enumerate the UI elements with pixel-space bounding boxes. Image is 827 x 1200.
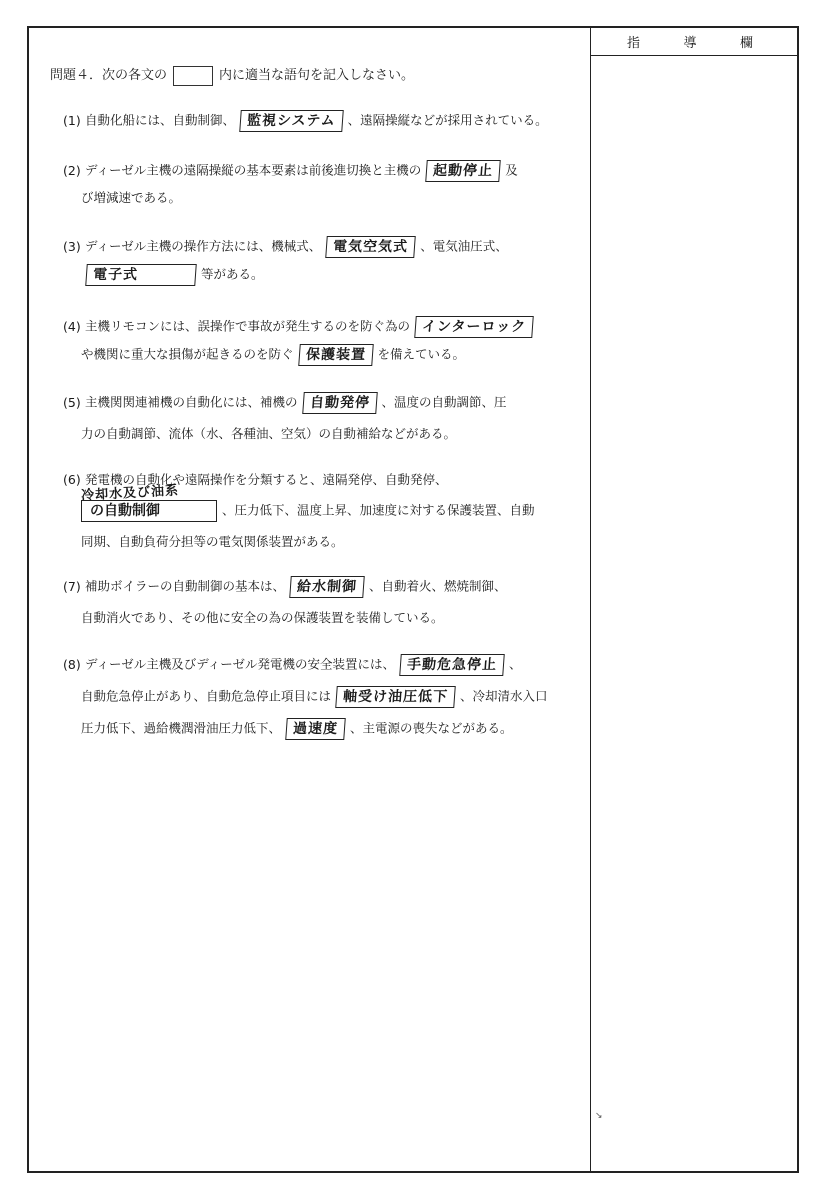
item-1-line-1 (63, 110, 548, 132)
item-5-line-2: 力の自動調節、流体（水、各種油、空気）の自動補給などがある。 (81, 426, 457, 441)
item-2-line-2: び増減速である。 (81, 190, 182, 205)
item-4-line-1 (63, 316, 538, 338)
item-3-line-2 (81, 264, 264, 286)
header-char: 欄 (739, 36, 754, 51)
item-text: 、温度の自動調節、圧 (381, 394, 507, 410)
item-6-line-2 (81, 500, 535, 522)
item-text: 、主電源の喪失などがある。 (350, 720, 513, 736)
item-7-line-2: 自動消火であり、その他に安全の為の保護装置を装備している。 (81, 610, 444, 625)
header-char: 導 (683, 36, 698, 51)
answer-sheet (27, 26, 799, 1173)
answer-box: 手動危急停止 (399, 654, 505, 676)
item-text: 、電気油圧式、 (420, 238, 508, 254)
item-text: 主機リモコンには、誤操作で事故が発生するのを防ぐ為の (85, 318, 411, 334)
item-text: 自動危急停止があり、自動危急停止項目には (81, 688, 332, 704)
answer-box: 電子式 (85, 264, 197, 286)
answer-box: の自動制御 (81, 500, 217, 522)
item-number: (6) (63, 472, 81, 487)
answer-box: 自動発停 (302, 392, 378, 414)
question-title (50, 64, 414, 86)
question-suffix: 内に適当な語句を記入しなさい。 (219, 68, 415, 83)
handwritten-answer-top: 冷却水及び油系 (80, 483, 180, 504)
item-number: (4) (63, 318, 81, 334)
question-prefix: 問題４．次の各文の (50, 68, 168, 83)
item-text: 補助ボイラーの自動制御の基本は、 (85, 578, 286, 594)
item-number: (1) (63, 112, 81, 128)
item-7-line-1 (63, 576, 507, 598)
item-2-line-1 (63, 160, 518, 182)
item-number: (5) (63, 394, 81, 410)
item-text: 、圧力低下、温度上昇、加速度に対する保護装置、自動 (222, 502, 535, 518)
item-text: 、冷却清水入口 (460, 688, 548, 704)
item-8-line-2 (81, 686, 548, 708)
answer-box: 電気空気式 (325, 236, 416, 258)
item-number: (2) (63, 162, 81, 178)
header-char: 指 (627, 36, 642, 51)
answer-box: 保護装置 (298, 344, 374, 366)
answer-box: インターロック (414, 316, 534, 338)
item-text: や機関に重大な損傷が起きるのを防ぐ (81, 346, 294, 362)
item-text: 及 (505, 162, 518, 178)
scan-speck: ↘ (595, 1111, 603, 1121)
answer-box: 過速度 (285, 718, 346, 740)
item-text: ディーゼル主機の操作方法には、機械式、 (85, 238, 322, 254)
item-6-line-3: 同期、自動負荷分担等の電気関係装置がある。 (81, 534, 344, 549)
item-8-line-3 (81, 718, 513, 740)
item-text: ディーゼル主機の遠隔操縦の基本要素は前後進切換と主機の (85, 162, 422, 178)
item-text: 圧力低下、過給機潤滑油圧力低下、 (81, 720, 282, 736)
item-text: 、 (509, 656, 522, 672)
answer-box: 監視システム (239, 110, 343, 132)
item-text: 自動化船には、自動制御、 (85, 112, 236, 128)
item-8-line-1 (63, 654, 522, 676)
item-number: (8) (63, 656, 81, 672)
answer-box: 軸受け油圧低下 (335, 686, 456, 708)
answer-box: 起動停止 (425, 160, 501, 182)
item-number: (3) (63, 238, 81, 254)
answer-box: 給水制御 (289, 576, 365, 598)
item-text: 等がある。 (201, 266, 264, 282)
item-text: 発電機の自動化や遠隔操作を分類すると、遠隔発停、自動発停、 (85, 472, 448, 487)
item-4-line-2 (81, 344, 465, 366)
item-5-line-1 (63, 392, 507, 414)
guidance-column-header (591, 28, 799, 56)
item-text: 、自動着火、燃焼制御、 (369, 578, 507, 594)
item-text: 、遠隔操縦などが採用されている。 (347, 112, 548, 128)
item-number: (7) (63, 578, 81, 594)
column-divider (590, 28, 591, 1171)
item-text: ディーゼル主機及びディーゼル発電機の安全装置には、 (85, 656, 396, 672)
blank-box-sample (173, 66, 213, 86)
item-3-line-1 (63, 236, 508, 258)
item-text: を備えている。 (377, 346, 466, 362)
item-text: 主機関関連補機の自動化には、補機の (85, 394, 298, 410)
